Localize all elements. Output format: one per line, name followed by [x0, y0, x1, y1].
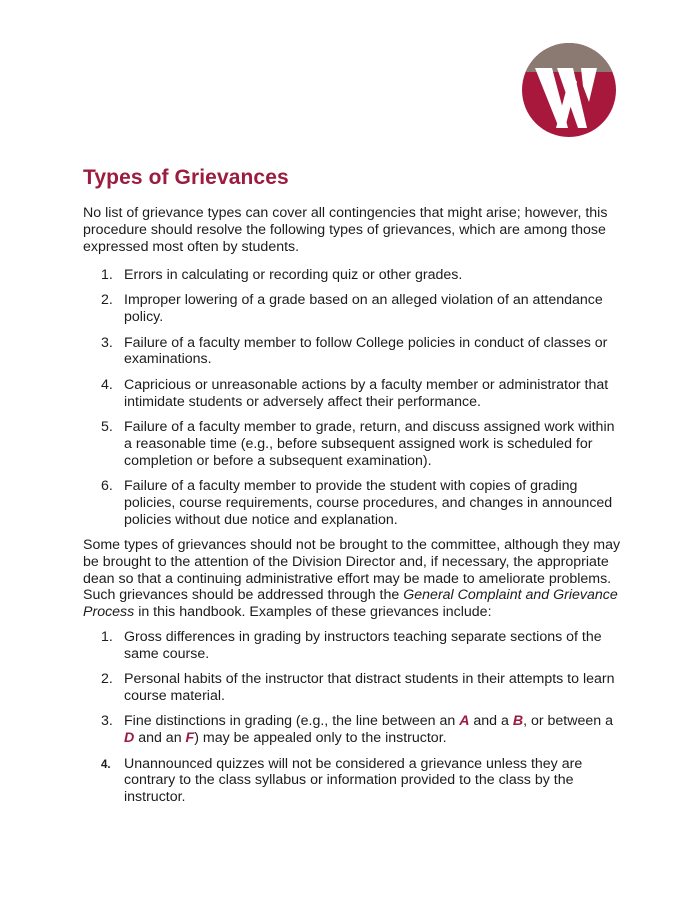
list-item: 3. Failure of a faculty member to follow College policies in conduct of classes or examinations.	[101, 334, 608, 368]
non-committee-paragraph: Some types of grievances should not be brought to the committee, although they may be brought to the attention of the Division Director and, if necessary, the appropriate dean so that a continuing administrative effort may be made to ameliorate problems. Such grievances should be addressed through the General Complaint and Grievance Process in this handbook. Examples of these grievances include:	[83, 537, 621, 621]
page-title: Types of Grievances	[83, 166, 289, 189]
grade-letter: A	[459, 713, 470, 730]
list-item: 3. Fine distinctions in grading (e.g., the line between an A and a B, or between a D and an F) may be appealed only to the instructor.	[101, 713, 613, 747]
list-item: 4. Unannounced quizzes will not be considered a grievance unless they are contrary to the class syllabus or information provided to the class by the instructor.	[101, 755, 583, 806]
list-item: 2. Personal habits of the instructor that distract students in their attempts to learn course material.	[101, 671, 615, 704]
list-item: 1. Errors in calculating or recording quiz or other grades.	[101, 267, 463, 283]
non-committee-grievances-list	[83, 629, 623, 815]
list-item: 5. Failure of a faculty member to grade, return, and discuss assigned work within a reasonable time (e.g., before subsequent assigned work is scheduled for completion or before a subsequent examination).	[101, 418, 615, 469]
process-reference: General Complaint and Grievance Process	[83, 587, 618, 621]
list-item: 6. Failure of a faculty member to provide the student with copies of grading policies, course requirements, course procedures, and changes in announced policies without due notice and explanation.	[101, 477, 613, 528]
grade-letter: B	[512, 713, 524, 730]
intro-paragraph: No list of grievance types can cover all contingencies that might arise; however, this procedure should resolve the following types of grievances, which are among those expressed most often by students.	[83, 205, 608, 255]
grade-letter: D	[124, 730, 135, 747]
list-item: 1. Gross differences in grading by instructors teaching separate sections of the same course.	[101, 629, 602, 662]
list-item: 4. Capricious or unreasonable actions by a faculty member or administrator that intimidate students or adversely affect their performance.	[101, 376, 609, 410]
college-logo	[521, 42, 617, 138]
grievance-types-list	[83, 267, 623, 537]
grade-letter: F	[185, 730, 195, 747]
list-item: 2. Improper lowering of a grade based on an alleged violation of an attendance policy.	[101, 292, 603, 326]
